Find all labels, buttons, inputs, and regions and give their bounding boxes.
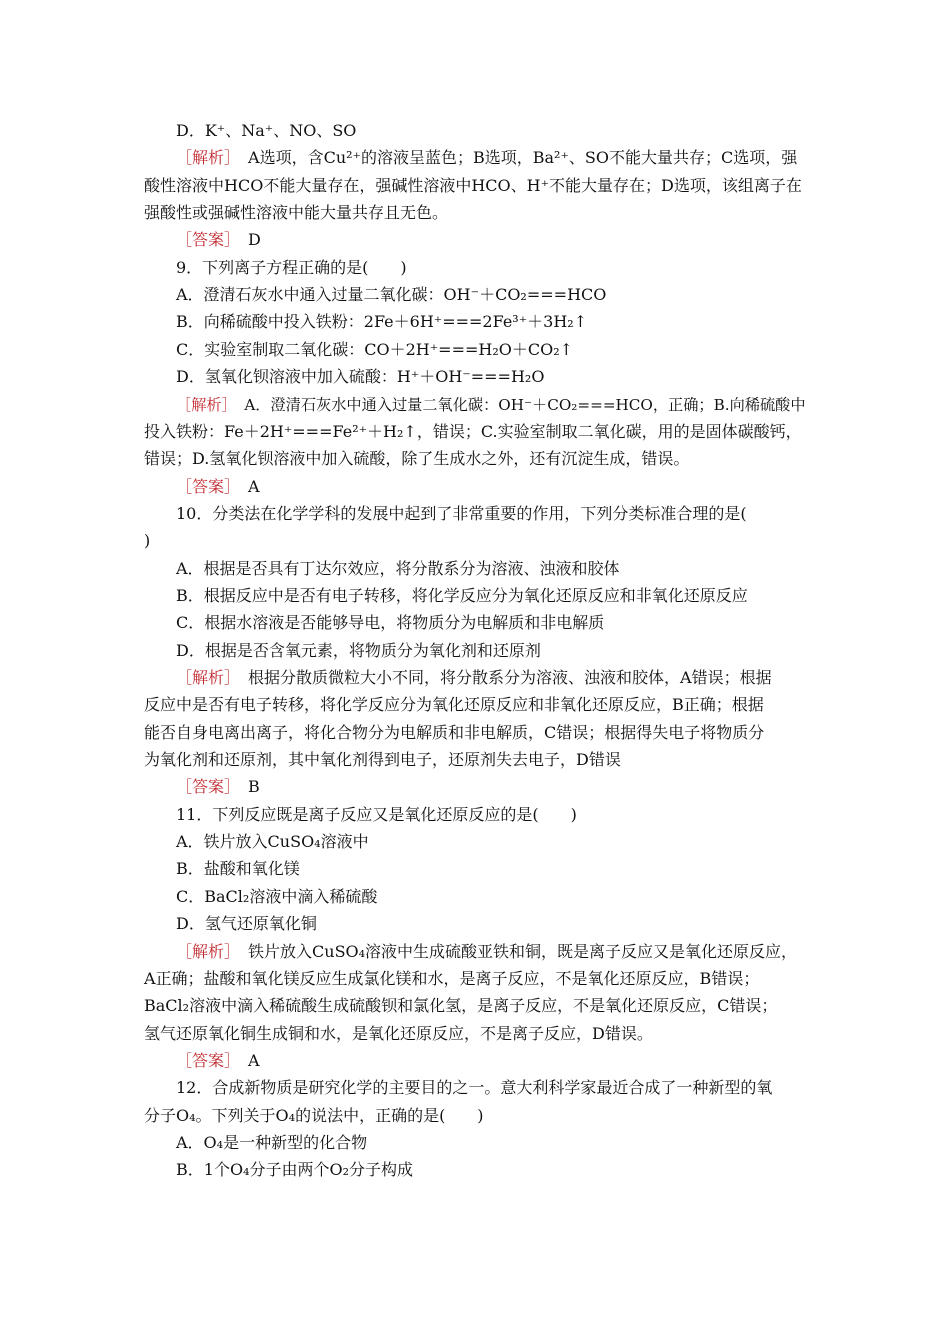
line-text: 能否自身电离出离子，将化合物分为电解质和非电解质，C错误；根据得失电子将物质分 [144,723,765,742]
text-line [176,887,806,907]
text-line [176,914,806,934]
line-text: B．向稀硫酸中投入铁粉：2Fe＋6H⁺===2Fe³⁺＋3H₂↑ [176,312,588,331]
line-text: D．氢氧化钡溶液中加入硫酸：H⁺＋OH⁻===H₂O [176,367,545,386]
text-line [144,996,806,1016]
answer-label: ［答案］ [176,230,233,249]
text-line [144,1106,806,1126]
line-text: 氢气还原氧化铜生成铜和水，是氧化还原反应，不是离子反应，D错误。 [144,1024,653,1043]
line-text: 9．下列离子方程正确的是( ) [176,258,407,277]
line-text: A [232,1051,260,1070]
line-text: 铁片放入CuSO₄溶液中生成硫酸亚铁和铜，既是离子反应又是氧化还原反应， [232,942,798,961]
analysis-label: ［解析］ [176,942,233,961]
text-line-labeled [176,942,806,962]
text-line [144,695,806,715]
text-line-labeled [176,1051,806,1071]
line-text: 投入铁粉：Fe＋2H⁺===Fe²⁺＋H₂↑，错误；C.实验室制取二氧化碳，用的是固体碳酸钙， [144,422,802,441]
text-line [176,258,806,278]
line-text: C．BaCl₂溶液中滴入稀硫酸 [176,887,378,906]
text-line-labeled [176,148,806,168]
text-line-labeled [176,395,806,415]
text-line [176,121,806,141]
line-text: 反应中是否有电子转移，将化学反应分为氧化还原反应和非氧化还原反应，B正确；根据 [144,695,764,714]
text-line [144,531,806,551]
text-line [144,203,806,223]
answer-label: ［答案］ [176,1051,233,1070]
analysis-label: ［解析］ [176,396,230,414]
line-text: A正确；盐酸和氧化镁反应生成氯化镁和水，是离子反应，不是氧化还原反应，B错误； [144,969,760,988]
line-text: A．澄清石灰水中通入过量二氧化碳：OH⁻＋CO₂===HCO，正确；B.向稀硫酸中 [229,396,806,414]
text-line [176,641,806,661]
line-text: BaCl₂溶液中滴入稀硫酸生成硫酸钡和氯化氢，是离子反应，不是氧化还原反应，C错误； [144,996,778,1015]
line-text: D．根据是否含氧元素，将物质分为氧化剂和还原剂 [176,641,541,660]
line-text: D．K⁺、Na⁺、NO、SO [176,121,357,140]
text-line [176,859,806,879]
analysis-label: ［解析］ [176,668,233,687]
line-text: C．根据水溶液是否能够导电，将物质分为电解质和非电解质 [176,613,605,632]
line-text: 酸性溶液中HCO不能大量存在，强碱性溶液中HCO、H⁺不能大量存在；D选项，该组离子在 [144,176,802,195]
line-text: A选项，含Cu²⁺的溶液呈蓝色；B选项，Ba²⁺、SO不能大量共存；C选项，强 [232,148,798,167]
text-line-labeled [176,477,806,497]
text-line [144,723,806,743]
line-text: A．澄清石灰水中通入过量二氧化碳：OH⁻＋CO₂===HCO [176,285,607,304]
text-line [176,367,806,387]
text-line [176,340,806,360]
text-line [176,312,806,332]
text-line [144,176,806,196]
line-text: D．氢气还原氧化铜 [176,914,317,933]
line-text: A．铁片放入CuSO₄溶液中 [176,832,369,851]
text-line [144,1024,806,1044]
line-text: B．根据反应中是否有电子转移，将化学反应分为氧化还原反应和非氧化还原反应 [176,586,748,605]
text-line-labeled [176,230,806,250]
line-text: 错误；D.氢氧化钡溶液中加入硫酸，除了生成水之外，还有沉淀生成，错误。 [144,449,690,468]
text-line [176,1133,806,1153]
line-text: 12．合成新物质是研究化学的主要目的之一。意大利科学家最近合成了一种新型的氧 [176,1078,773,1097]
line-text: B．盐酸和氧化镁 [176,859,300,878]
text-line [176,504,806,524]
line-text: B [232,777,260,796]
text-line [176,805,806,825]
line-text: 10．分类法在化学学科的发展中起到了非常重要的作用，下列分类标准合理的是( [176,504,747,523]
text-line [176,285,806,305]
text-line [176,832,806,852]
line-text: 11．下列反应既是离子反应又是氧化还原反应的是( ) [176,805,577,824]
line-text: 强酸性或强碱性溶液中能大量共存且无色。 [144,203,449,222]
text-line [144,969,806,989]
line-text: 为氧化剂和还原剂，其中氧化剂得到电子，还原剂失去电子，D错误 [144,750,621,769]
line-text: A [232,477,260,496]
line-text: C．实验室制取二氧化碳：CO＋2H⁺===H₂O＋CO₂↑ [176,340,574,359]
line-text: A．根据是否具有丁达尔效应，将分散系分为溶液、浊液和胶体 [176,559,620,578]
text-line [144,449,806,469]
analysis-label: ［解析］ [176,148,233,167]
text-line-labeled [176,668,806,688]
text-line [176,586,806,606]
answer-label: ［答案］ [176,777,233,796]
text-line-labeled [176,777,806,797]
line-text: D [232,230,261,249]
line-text: B．1个O₄分子由两个O₂分子构成 [176,1160,414,1179]
text-line [144,750,806,770]
line-text: 分子O₄。下列关于O₄的说法中，正确的是( ) [144,1106,484,1125]
text-line [176,1078,806,1098]
line-text: 根据分散质微粒大小不同，将分散系分为溶液、浊液和胶体，A错误；根据 [232,668,772,687]
answer-label: ［答案］ [176,477,233,496]
text-line [176,559,806,579]
text-line [176,1160,806,1180]
text-line [144,422,806,442]
line-text: ) [144,531,151,550]
text-line [176,613,806,633]
line-text: A．O₄是一种新型的化合物 [176,1133,368,1152]
